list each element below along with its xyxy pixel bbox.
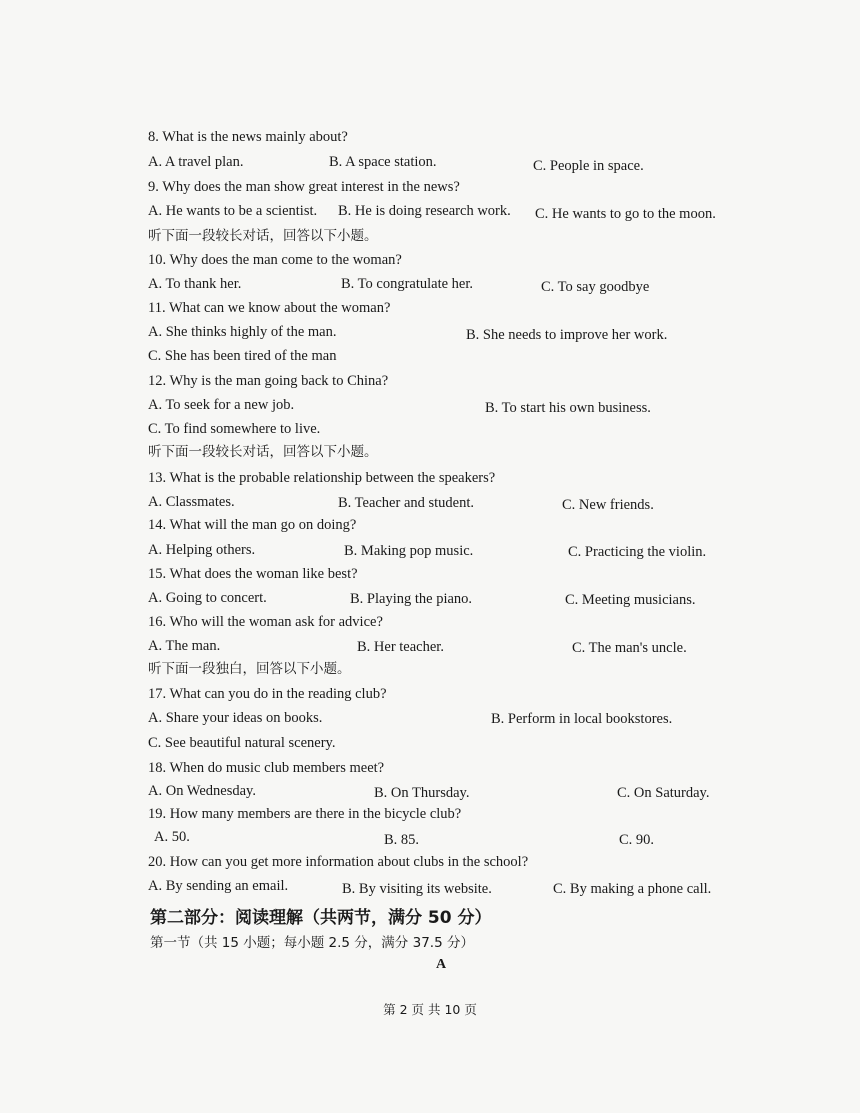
option-b: B. He is doing research work. <box>338 203 511 219</box>
option-b: B. By visiting its website. <box>342 881 492 897</box>
question-15: 15. What does the woman like best? <box>148 566 358 582</box>
subsection-title: 第一节（共 15 小题；每小题 2.5 分，满分 37.5 分） <box>150 935 474 951</box>
option-b: B. She needs to improve her work. <box>466 327 668 343</box>
option-c: C. He wants to go to the moon. <box>535 206 716 222</box>
option-a: A. Going to concert. <box>148 590 267 606</box>
page-footer: 第 2 页 共 10 页 <box>383 1002 477 1017</box>
option-b: B. Playing the piano. <box>350 591 473 607</box>
option-a: A. She thinks highly of the man. <box>148 324 337 340</box>
instruction-dialog: 听下面一段较长对话，回答以下小题。 <box>148 444 378 460</box>
option-b: B. 85. <box>384 832 420 848</box>
question-16: 16. Who will the woman ask for advice? <box>148 614 383 630</box>
question-12-option-c: C. To find somewhere to live. <box>148 421 321 437</box>
option-a: A. Classmates. <box>148 494 235 510</box>
passage-letter: A <box>436 957 447 972</box>
option-c: C. On Saturday. <box>617 785 710 801</box>
option-c: C. New friends. <box>562 497 654 513</box>
option-a: A. To thank her. <box>148 276 242 292</box>
option-c: C. The man's uncle. <box>572 640 687 656</box>
option-a: A. He wants to be a scientist. <box>148 203 318 219</box>
section-title: 第二部分：阅读理解（共两节，满分 50 分） <box>150 908 492 928</box>
question-14: 14. What will the man go on doing? <box>148 517 357 533</box>
option-b: B. To congratulate her. <box>341 276 474 292</box>
question-10: 10. Why does the man come to the woman? <box>148 252 402 268</box>
option-b: B. Perform in local bookstores. <box>491 711 673 727</box>
option-c: C. Practicing the violin. <box>568 544 707 560</box>
option-a: A. 50. <box>154 829 190 845</box>
question-13: 13. What is the probable relationship between the speakers? <box>148 470 496 486</box>
question-12: 12. Why is the man going back to China? <box>148 373 389 389</box>
option-a: A. On Wednesday. <box>148 783 256 799</box>
option-c: C. Meeting musicians. <box>565 592 696 608</box>
option-a: A. A travel plan. <box>148 154 244 170</box>
option-c: C. By making a phone call. <box>553 881 712 897</box>
option-a: A. Helping others. <box>148 542 256 558</box>
question-8: 8. What is the news mainly about? <box>148 129 348 145</box>
instruction-monologue: 听下面一段独白，回答以下小题。 <box>148 661 351 677</box>
option-b: B. On Thursday. <box>374 785 470 801</box>
option-a: A. By sending an email. <box>148 878 289 894</box>
question-19: 19. How many members are there in the bicycle club? <box>148 806 462 822</box>
option-b: B. To start his own business. <box>485 400 651 416</box>
question-17: 17. What can you do in the reading club? <box>148 686 387 702</box>
option-a: A. To seek for a new job. <box>148 397 295 413</box>
question-9: 9. Why does the man show great interest in the news? <box>148 179 460 195</box>
question-17-option-c: C. See beautiful natural scenery. <box>148 735 336 751</box>
option-c: C. People in space. <box>533 158 644 174</box>
option-a: A. The man. <box>148 638 221 654</box>
option-b: B. A space station. <box>329 154 437 170</box>
question-11-option-c: C. She has been tired of the man <box>148 348 337 364</box>
option-b: B. Her teacher. <box>357 639 444 655</box>
instruction-dialog: 听下面一段较长对话，回答以下小题。 <box>148 228 378 244</box>
option-c: C. 90. <box>619 832 655 848</box>
option-b: B. Making pop music. <box>344 543 474 559</box>
question-18: 18. When do music club members meet? <box>148 760 385 776</box>
option-b: B. Teacher and student. <box>338 495 475 511</box>
question-20: 20. How can you get more information about clubs in the school? <box>148 854 529 870</box>
question-11: 11. What can we know about the woman? <box>148 300 391 316</box>
option-c: C. To say goodbye <box>541 279 650 295</box>
option-a: A. Share your ideas on books. <box>148 710 323 726</box>
